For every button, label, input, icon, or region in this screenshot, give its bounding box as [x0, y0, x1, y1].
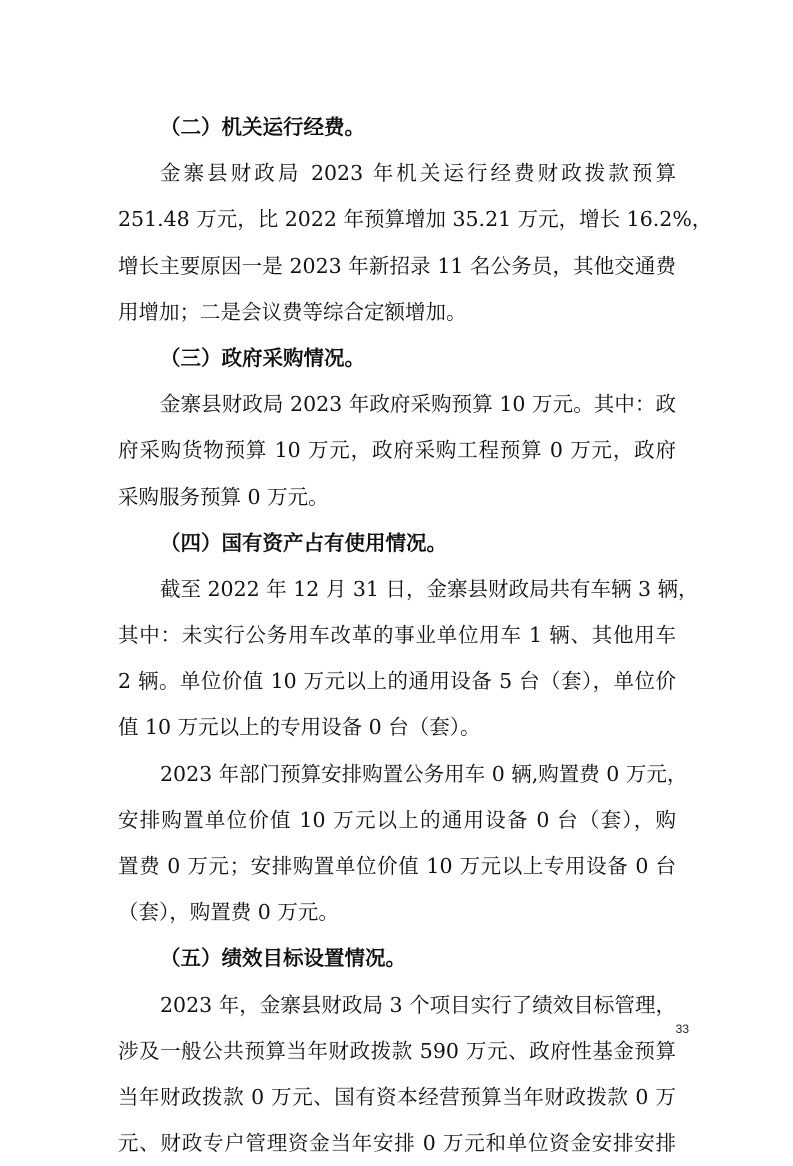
paragraph-line: 当年财政拨款 0 万元、国有资本经营预算当年财政拨款 0 万: [118, 1084, 676, 1109]
paragraph-line: 涉及一般公共预算当年财政拨款 590 万元、政府性基金预算: [118, 1038, 676, 1063]
paragraph-line: 府采购货物预算 10 万元，政府采购工程预算 0 万元，政府: [118, 438, 676, 463]
paragraph-line: 用增加；二是会议费等综合定额增加。: [118, 299, 467, 324]
paragraph-line: 其中：未实行公务用车改革的事业单位用车 1 辆、其他用车: [118, 623, 676, 648]
paragraph-line: 安排购置单位价值 10 万元以上的通用设备 0 台（套），购: [118, 807, 676, 832]
paragraph-line: 2023 年，金寨县财政局 3 个项目实行了绩效目标管理，: [160, 992, 676, 1017]
section-heading-government-procurement: （三）政府采购情况。: [160, 345, 365, 370]
paragraph-line: 2023 年部门预算安排购置公务用车 0 辆,购置费 0 万元，: [160, 761, 688, 786]
section-heading-operating-expenses: （二）机关运行经费。: [160, 115, 365, 139]
page-number: 33: [675, 1022, 689, 1036]
paragraph-line: 251.48 万元，比 2022 年预算增加 35.21 万元，增长 16.2%，: [118, 207, 713, 232]
paragraph-line: 截至 2022 年 12 月 31 日，金寨县财政局共有车辆 3 辆，: [160, 576, 699, 601]
paragraph-line: 置费 0 万元；安排购置单位价值 10 万元以上专用设备 0 台: [118, 854, 676, 878]
section-heading-state-assets: （四）国有资产占有使用情况。: [160, 530, 447, 555]
paragraph-line: （套），购置费 0 万元。: [118, 900, 339, 925]
paragraph-line: 值 10 万元以上的专用设备 0 台（套）。: [118, 715, 481, 740]
paragraph-line: 增长主要原因一是 2023 年新招录 11 名公务员，其他交通费: [118, 253, 676, 278]
paragraph-line: 金寨县财政局 2023 年机关运行经费财政拨款预算: [160, 161, 676, 186]
paragraph-line: 2 辆。单位价值 10 万元以上的通用设备 5 台（套），单位价: [118, 669, 676, 694]
section-heading-performance-targets: （五）绩效目标设置情况。: [160, 946, 406, 971]
paragraph-line: 采购服务预算 0 万元。: [118, 484, 329, 509]
paragraph-line: 金寨县财政局 2023 年政府采购预算 10 万元。其中：政: [160, 392, 676, 417]
paragraph-line: 元、财政专户管理资金当年安排 0 万元和单位资金安排安排: [118, 1131, 676, 1156]
